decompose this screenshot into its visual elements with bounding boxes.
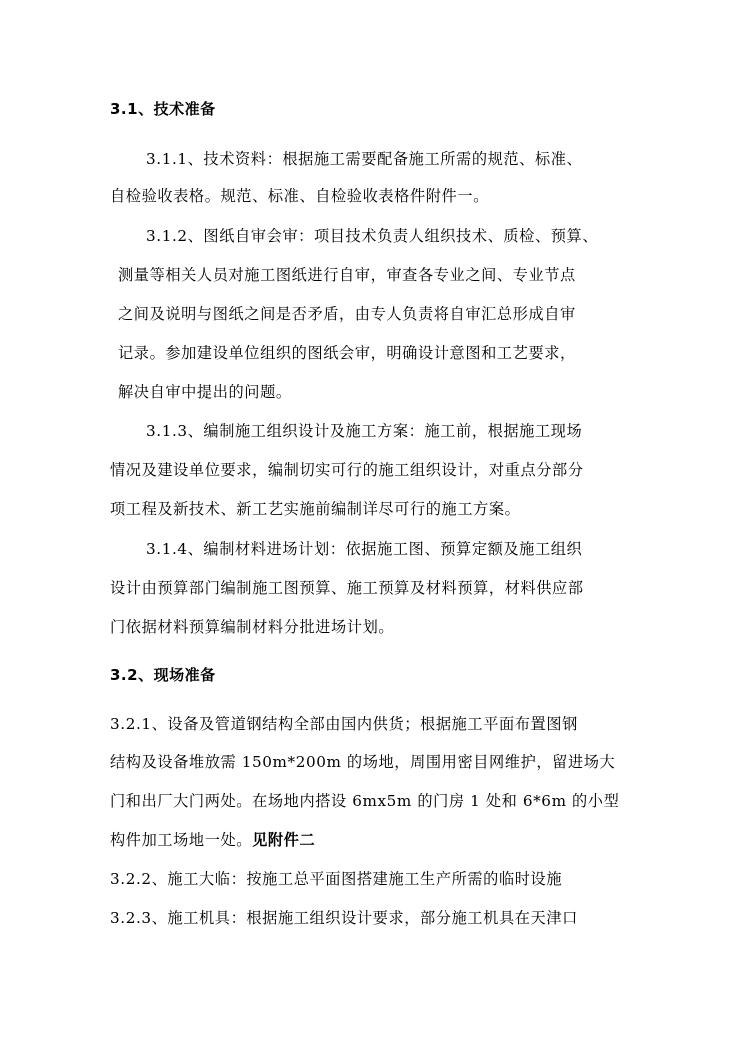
paragraph-text: 构件加工场地一处。 [110, 831, 253, 849]
paragraph-line: 结构及设备堆放需 150m*200m 的场地，周围用密目网维护，留进场大 [110, 753, 616, 771]
paragraph-line: 3.1.2、图纸自审会审：项目技术负责人组织技术、质检、预算、 [146, 227, 599, 245]
section-3-1-heading: 3.1、技术准备 [110, 100, 216, 118]
paragraph-line: 3.2.3、施工机具：根据施工组织设计要求，部分施工机具在天津口 [110, 909, 578, 927]
paragraph-line: 记录。参加建设单位组织的图纸会审，明确设计意图和工艺要求， [118, 344, 576, 362]
paragraph-line: 测量等相关人员对施工图纸进行自审，审查各专业之间、专业节点 [118, 266, 576, 284]
attachment-reference: 见附件二 [252, 831, 316, 849]
section-3-2-heading: 3.2、现场准备 [110, 666, 216, 684]
paragraph-line: 3.1.3、编制施工组织设计及施工方案：施工前，根据施工现场 [146, 422, 583, 440]
paragraph-line: 情况及建设单位要求，编制切实可行的施工组织设计，对重点分部分 [110, 461, 584, 479]
paragraph-line-with-reference [110, 829, 315, 850]
paragraph-line: 3.1.1、技术资料：根据施工需要配备施工所需的规范、标准、 [146, 150, 583, 168]
paragraph-line: 3.1.4、编制材料进场计划：依据施工图、预算定额及施工组织 [146, 540, 583, 558]
paragraph-line: 门依据材料预算编制材料分批进场计划。 [110, 618, 395, 636]
paragraph-line: 3.2.1、设备及管道钢结构全部由国内供货；根据施工平面布置图钢 [110, 715, 578, 733]
paragraph-line: 自检验收表格。规范、标准、自检验收表格件附件一。 [110, 187, 489, 205]
paragraph-line: 之间及说明与图纸之间是否矛盾，由专人负责将自审汇总形成自审 [118, 305, 576, 323]
paragraph-line: 解决自审中提出的问题。 [118, 383, 292, 401]
paragraph-line: 设计由预算部门编制施工图预算、施工预算及材料预算，材料供应部 [110, 579, 584, 597]
paragraph-line: 门和出厂大门两处。在场地内搭设 6mx5m 的门房 1 处和 6*6m 的小型 [110, 792, 620, 810]
paragraph-line: 3.2.2、施工大临：按施工总平面图搭建施工生产所需的临时设施 [110, 870, 563, 888]
paragraph-line: 项工程及新技术、新工艺实施前编制详尽可行的施工方案。 [110, 500, 521, 518]
